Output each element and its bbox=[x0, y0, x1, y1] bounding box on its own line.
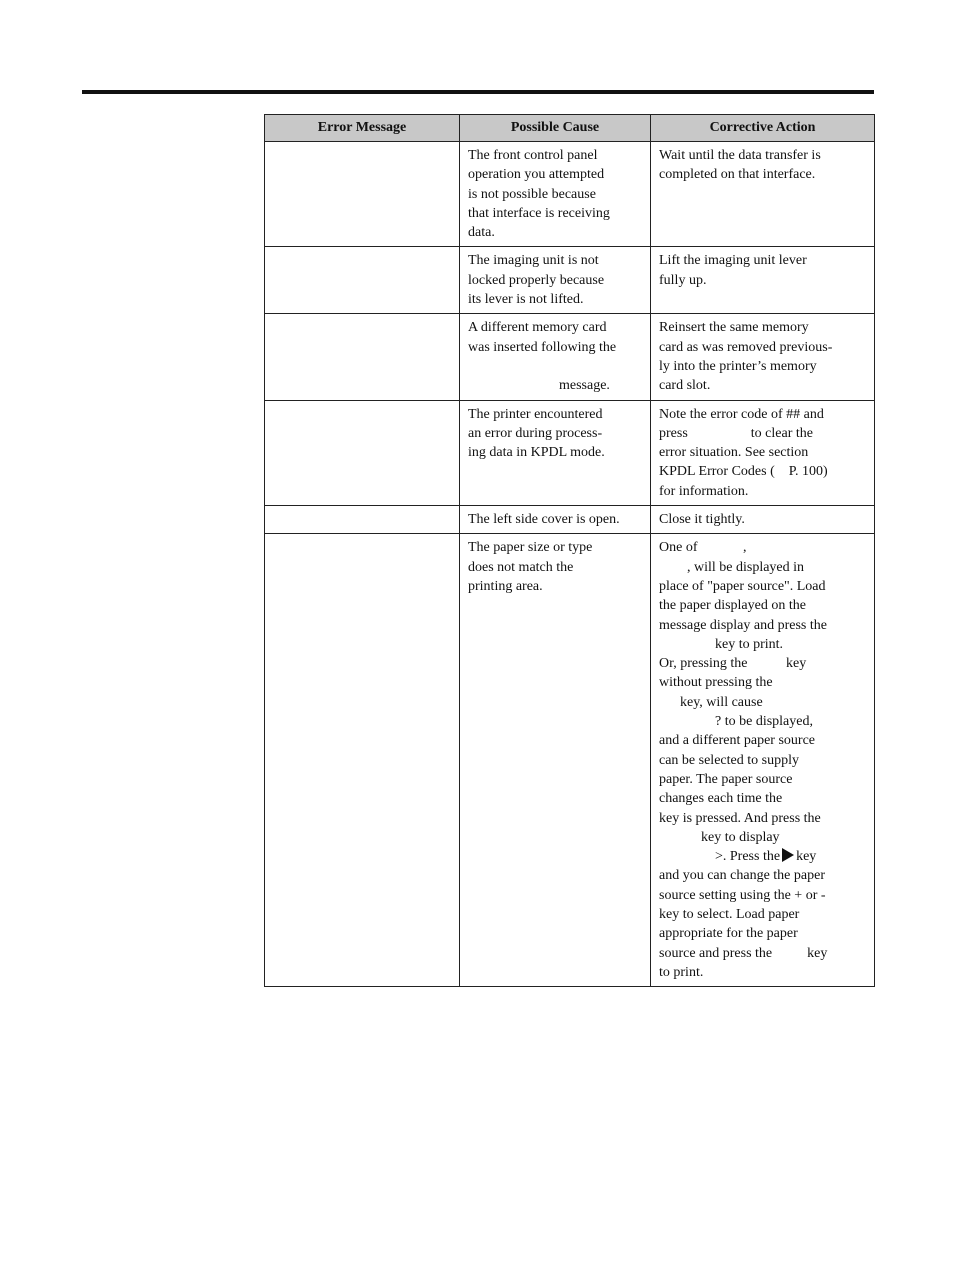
error-message-cell bbox=[265, 247, 460, 314]
corrective-action-cell bbox=[651, 314, 875, 400]
header-rule bbox=[82, 90, 874, 94]
action-text-line: Wait until the data transfer is bbox=[659, 148, 821, 163]
cause-text-line: operation you attempted bbox=[468, 167, 605, 183]
action-text-line: , will be displayed in bbox=[659, 559, 805, 575]
error-message-cell bbox=[265, 400, 460, 505]
action-text-line: key is pressed. And press the bbox=[659, 810, 821, 826]
possible-cause-cell bbox=[460, 142, 651, 247]
header-possible-cause: Possible Cause bbox=[460, 115, 651, 142]
action-text-line: without pressing the bbox=[659, 675, 773, 691]
cause-text-line: A different memory card bbox=[468, 320, 607, 336]
corrective-action-cell bbox=[651, 534, 875, 987]
cause-text-line: The imaging unit is not bbox=[468, 253, 599, 269]
error-message-table bbox=[264, 114, 875, 987]
action-text-line: Lift the imaging unit lever bbox=[659, 253, 807, 269]
action-text-line: the paper displayed on the bbox=[659, 598, 806, 614]
action-text-line: KPDL Error Codes ( P. 100) bbox=[659, 464, 828, 480]
corrective-action-cell bbox=[651, 506, 875, 534]
action-text-line: Close it tightly. bbox=[659, 512, 745, 528]
action-text-line: changes each time the bbox=[659, 791, 783, 807]
error-message-cell bbox=[265, 506, 460, 534]
cause-text-line: message. bbox=[468, 378, 610, 394]
table-row bbox=[265, 506, 875, 534]
table-row bbox=[265, 142, 875, 247]
right-arrow-key-icon bbox=[782, 848, 794, 862]
possible-cause-cell bbox=[460, 314, 651, 400]
action-text-line: paper. The paper source bbox=[659, 771, 793, 787]
action-text-line: ? to be displayed, bbox=[659, 714, 813, 730]
header-error-message: Error Message bbox=[265, 115, 460, 142]
cause-text-line: that interface is receiving bbox=[468, 205, 610, 221]
action-text-line: One of , bbox=[659, 540, 747, 556]
possible-cause-cell bbox=[460, 400, 651, 505]
cause-text-line: The printer encountered bbox=[468, 406, 603, 422]
possible-cause-cell bbox=[460, 247, 651, 314]
cause-text-line: an error during process- bbox=[468, 425, 603, 441]
corrective-action-cell bbox=[651, 142, 875, 247]
action-text-line: for information. bbox=[659, 483, 749, 499]
error-message-cell bbox=[265, 142, 460, 247]
possible-cause-cell bbox=[460, 506, 651, 534]
action-text-line-with-arrow bbox=[659, 847, 870, 866]
cause-text-line: ing data in KPDL mode. bbox=[468, 445, 605, 461]
cause-text-line: printing area. bbox=[468, 578, 543, 594]
action-text-line: error situation. See section bbox=[659, 445, 809, 461]
action-text-line: and you can change the paper bbox=[659, 868, 825, 884]
action-text-line: place of "paper source". Load bbox=[659, 578, 826, 594]
cause-text-line: was inserted following the bbox=[468, 339, 617, 355]
header-corrective-action: Corrective Action bbox=[651, 115, 875, 142]
action-text-line: key to print. bbox=[659, 636, 784, 652]
cause-text-line: The front control panel bbox=[468, 148, 598, 163]
cause-text-line: does not match the bbox=[468, 559, 574, 575]
action-text-line: and a different paper source bbox=[659, 733, 815, 749]
possible-cause-cell bbox=[460, 534, 651, 987]
action-text-line: completed on that interface. bbox=[659, 167, 816, 183]
action-text-line: key, will cause bbox=[659, 694, 763, 710]
cause-text-line: data. bbox=[468, 225, 495, 241]
cause-text-line: The left side cover is open. bbox=[468, 512, 620, 528]
action-text-line: source and press the key bbox=[659, 945, 828, 961]
action-text-line: key to display bbox=[659, 829, 780, 845]
action-text-line: fully up. bbox=[659, 272, 707, 288]
corrective-action-cell bbox=[651, 400, 875, 505]
action-text-line: key to select. Load paper bbox=[659, 906, 800, 922]
action-text-line: card as was removed previous- bbox=[659, 339, 833, 355]
action-text-line: can be selected to supply bbox=[659, 752, 799, 768]
table-header-row bbox=[265, 115, 875, 142]
action-text-line: press to clear the bbox=[659, 425, 813, 441]
cause-text-line bbox=[468, 357, 646, 376]
action-text-line: message display and press the bbox=[659, 617, 827, 633]
cause-text-line: The paper size or type bbox=[468, 540, 593, 556]
action-text-line: Note the error code of ## and bbox=[659, 406, 824, 422]
error-message-cell bbox=[265, 534, 460, 987]
action-text-line: appropriate for the paper bbox=[659, 926, 798, 942]
action-text-suffix: key bbox=[796, 849, 817, 865]
action-text-line: Reinsert the same memory bbox=[659, 320, 809, 336]
cause-text-line: locked properly because bbox=[468, 272, 605, 288]
action-text-line: source setting using the + or - bbox=[659, 887, 826, 903]
action-text-line: card slot. bbox=[659, 378, 711, 394]
table-row bbox=[265, 247, 875, 314]
table-row bbox=[265, 400, 875, 505]
cause-text-line: its lever is not lifted. bbox=[468, 292, 584, 308]
action-text-line: Or, pressing the key bbox=[659, 656, 807, 672]
corrective-action-cell bbox=[651, 247, 875, 314]
action-text-line: >. Press the bbox=[659, 849, 781, 865]
error-message-cell bbox=[265, 314, 460, 400]
action-text-line: to print. bbox=[659, 964, 704, 980]
cause-text-line: is not possible because bbox=[468, 186, 596, 202]
table-row bbox=[265, 534, 875, 987]
action-text-line: ly into the printer’s memory bbox=[659, 358, 817, 374]
table-row bbox=[265, 314, 875, 400]
